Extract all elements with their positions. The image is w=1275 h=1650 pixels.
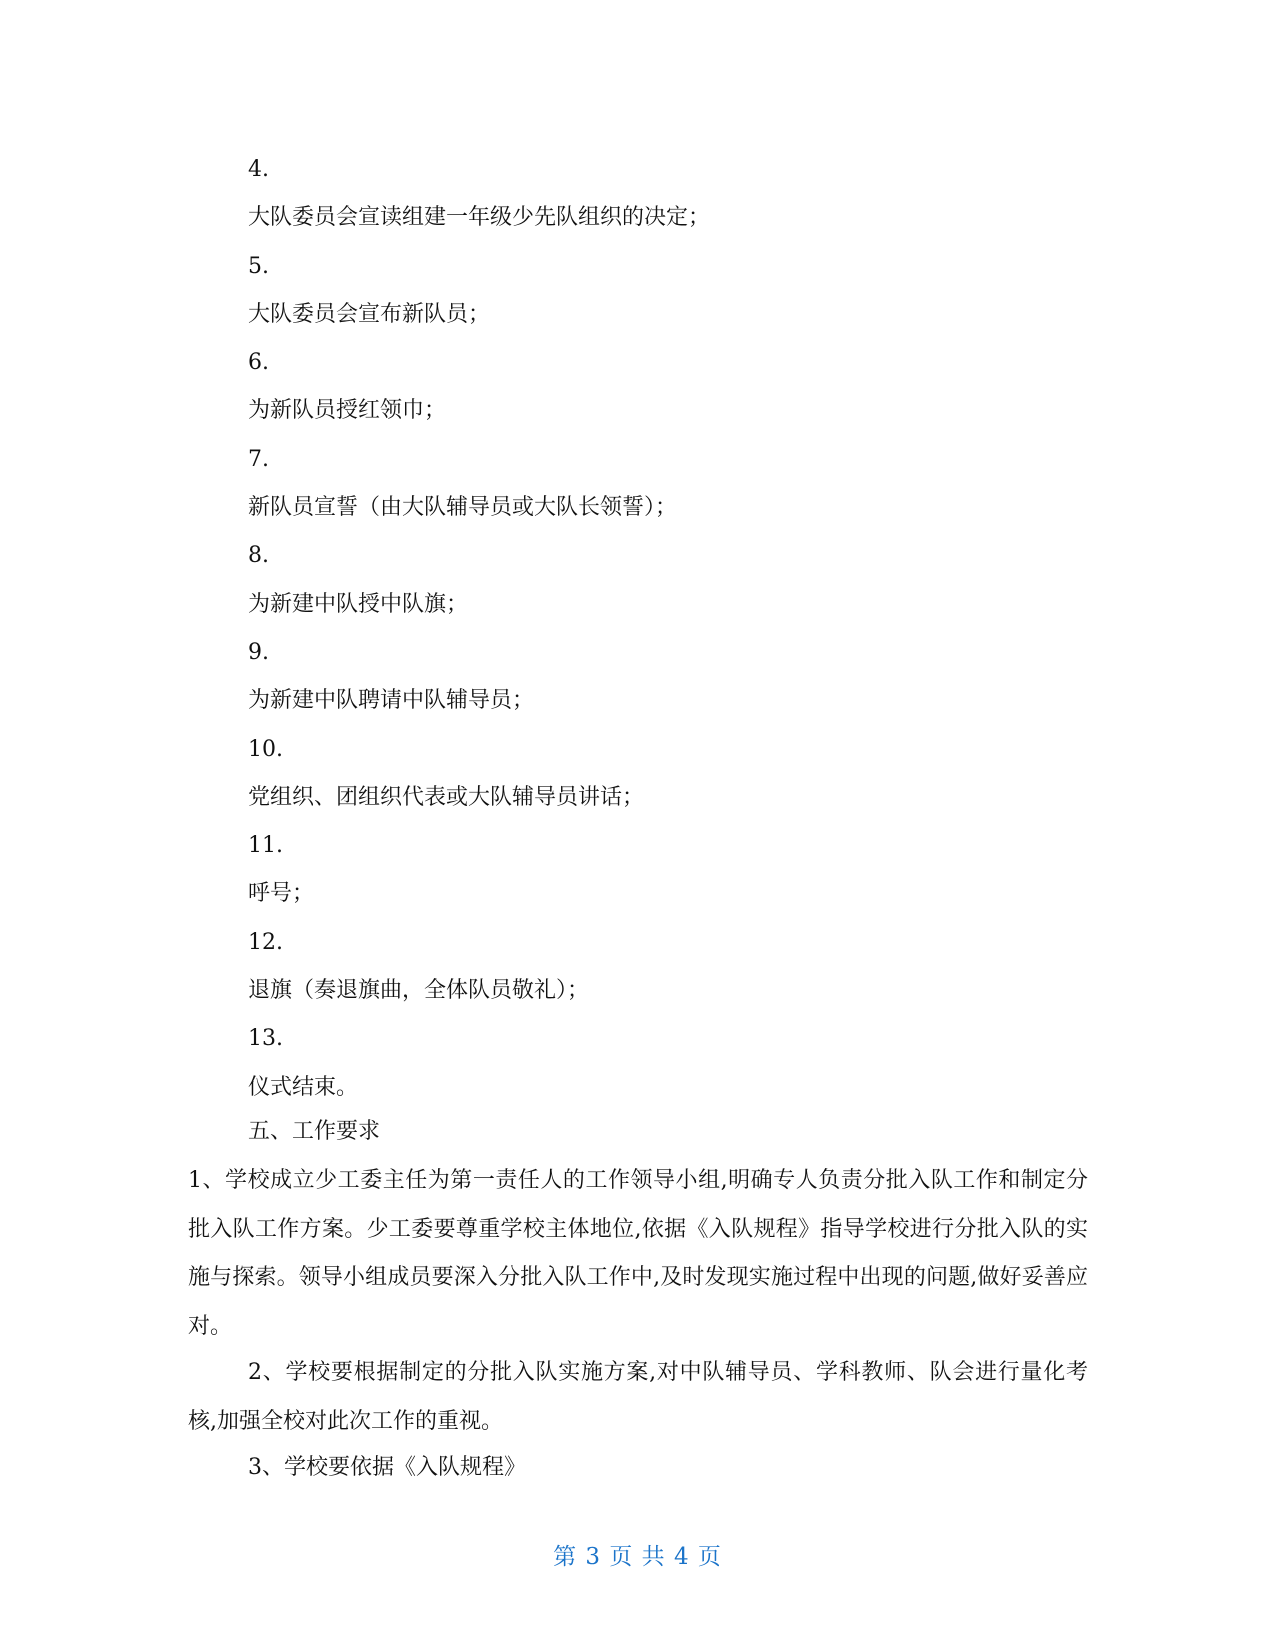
requirement-paragraph-1: 1、学校成立少工委主任为第一责任人的工作领导小组,明确专人负责分批入队工作和制定分批入队工作方案。少工委要尊重学校主体地位,依据《入队规程》指导学校进行分批入队的实施与探索。领导小组成员要深入分批入队工作中,及时发现实施过程中出现的问题,做好妥善应对。 [188, 1168, 1088, 1339]
step-number: 12. [248, 929, 283, 955]
step-number: 5. [248, 253, 269, 279]
step-text: 大队委员会宣读组建一年级少先队组织的决定； [248, 205, 711, 231]
step-text: 为新队员授红领巾； [248, 398, 447, 424]
step-text: 仪式结束。 [248, 1074, 359, 1100]
step-text: 退旗（奏退旗曲，全体队员敬礼）； [248, 978, 590, 1004]
step-number: 8. [248, 543, 269, 569]
page-footer: 第 3 页 共 4 页 [553, 1544, 722, 1570]
step-text: 为新建中队聘请中队辅导员； [248, 688, 535, 714]
ceremony-steps-list [248, 146, 1068, 1112]
step-number: 11. [248, 833, 283, 859]
step-text: 新队员宣誓（由大队辅导员或大队长领誓）； [248, 495, 678, 521]
step-text: 为新建中队授中队旗； [248, 591, 469, 617]
step-number: 13. [248, 1026, 283, 1052]
requirement-paragraph-2: 2、学校要根据制定的分批入队实施方案,对中队辅导员、学科教师、队会进行量化考核,加强全校对此次工作的重视。 [188, 1360, 1088, 1434]
step-number: 7. [248, 446, 269, 472]
section-heading: 五、工作要求 [248, 1119, 381, 1144]
step-number: 4. [248, 157, 269, 182]
step-number: 10. [248, 736, 283, 762]
step-text: 呼号； [248, 881, 315, 907]
step-number: 6. [248, 350, 269, 376]
step-text: 党组织、团组织代表或大队辅导员讲话； [248, 784, 645, 810]
step-number: 9. [248, 639, 269, 665]
step-text: 大队委员会宣布新队员； [248, 301, 491, 327]
requirement-paragraph-3: 3、学校要依据《入队规程》 [248, 1455, 526, 1480]
